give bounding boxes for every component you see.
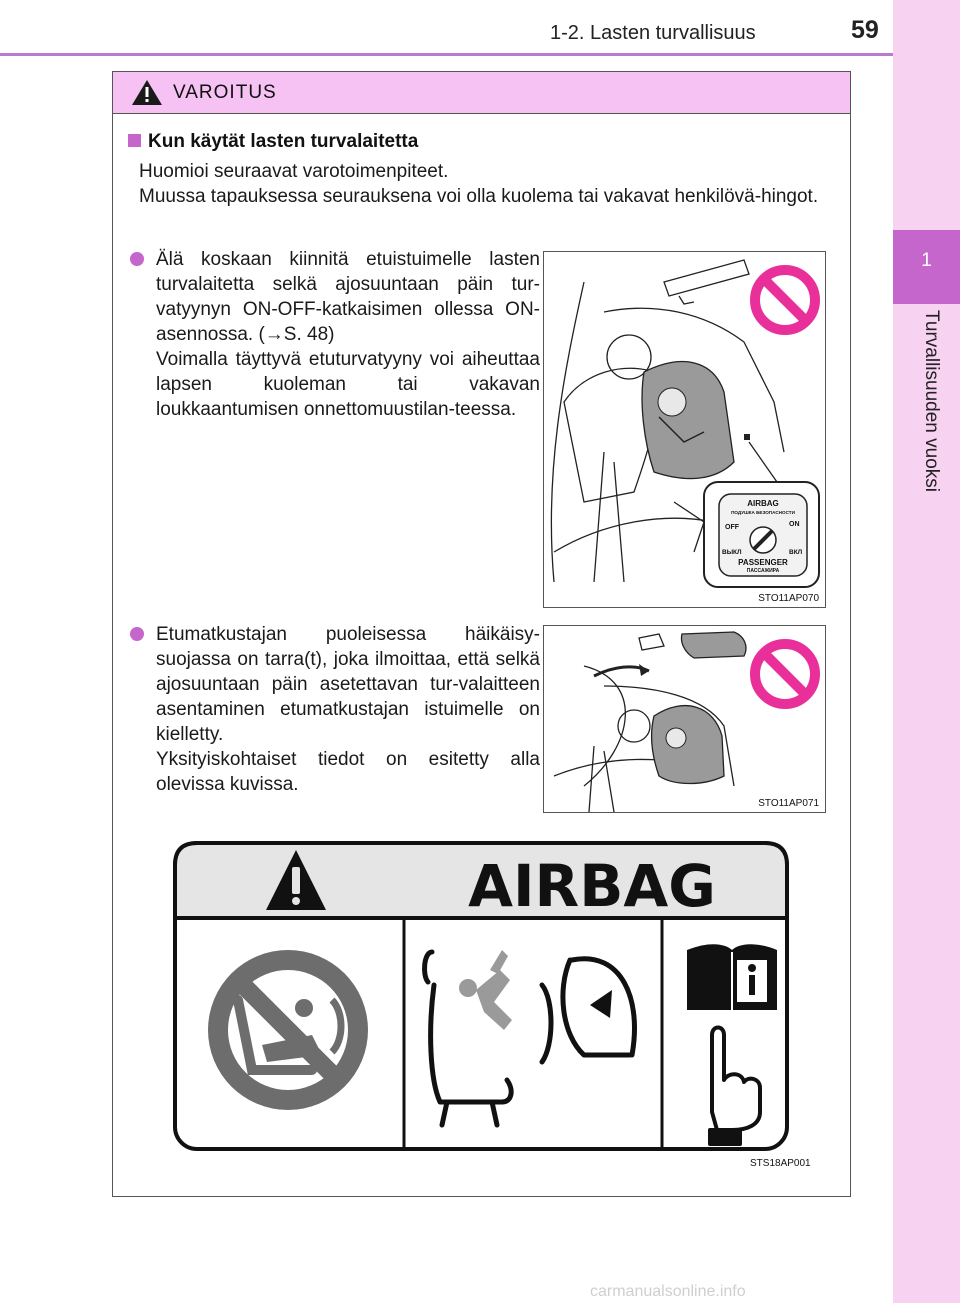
figure-rear-facing-seat-airbag-on bbox=[543, 251, 826, 608]
chapter-tab bbox=[893, 230, 960, 304]
intro-line-1: Huomioi seuraavat varotoimenpiteet. bbox=[139, 161, 449, 182]
car-interior-illustration bbox=[544, 252, 825, 607]
switch-label-vykl: ВЫКЛ bbox=[722, 549, 742, 556]
airbag-label-word: AIRBAG bbox=[468, 852, 716, 920]
bullet-2-para-1: Etumatkustajan puoleisessa häikäisy-suojassa on tarra(t), joka ilmoittaa, että selkä ajosuuntaan päin asetettavan tur-valaitteen asentaminen etumatkustajan istuimelle on kielletty. bbox=[156, 624, 540, 745]
watermark: carmanualsonline.info bbox=[590, 1283, 746, 1300]
switch-label-airbag: AIRBAG bbox=[747, 499, 779, 508]
round-bullet-icon bbox=[130, 627, 144, 641]
bullet-2-para-2: Yksityiskohtaiset tiedot on esitetty alla olevissa kuvissa. bbox=[156, 749, 540, 795]
section-title-text: Kun käytät lasten turvalaitetta bbox=[148, 131, 419, 152]
side-tab-strip bbox=[893, 0, 960, 1303]
switch-label-cyrillic-2: ПАССАЖИРА bbox=[746, 568, 780, 574]
warning-header bbox=[113, 72, 850, 114]
warning-title: VAROITUS bbox=[173, 82, 277, 103]
no-rear-facing-child-seat-icon bbox=[208, 950, 368, 1110]
round-bullet-icon bbox=[130, 252, 144, 266]
figure-1-code: STO11AP070 bbox=[758, 593, 819, 604]
car-sun-visor-illustration bbox=[544, 626, 825, 812]
running-header-section: 1-2. Lasten turvallisuus bbox=[550, 22, 756, 44]
chapter-number: 1 bbox=[921, 250, 932, 271]
figure-sun-visor-label bbox=[543, 625, 826, 813]
read-manual-book-icon bbox=[687, 944, 777, 1010]
switch-label-on: ON bbox=[789, 521, 800, 528]
switch-label-vkl: ВКЛ bbox=[789, 549, 803, 556]
figure-2-code: STO11AP071 bbox=[758, 798, 819, 809]
intro-line-2: Muussa tapauksessa seurauksena voi olla kuolema tai vakavat henkilövä-hingot. bbox=[139, 186, 819, 207]
airbag-label-code: STS18AP001 bbox=[750, 1158, 811, 1169]
warning-triangle-icon bbox=[131, 79, 163, 106]
intro-text bbox=[139, 159, 836, 209]
switch-label-passenger: PASSENGER bbox=[738, 558, 788, 567]
switch-label-off: OFF bbox=[725, 524, 739, 531]
switch-label-cyrillic-1: ПОДУШКА БЕЗОПАСНОСТИ bbox=[731, 510, 795, 515]
bullet-1-para-1: Älä koskaan kiinnitä etuistuimelle lasten turvalaitetta selkä ajosuuntaan päin tur-vatyynyn ON-OFF-katkaisimen ollessa ON-asennossa. (→S. 48) bbox=[156, 249, 540, 345]
bullet-1-text bbox=[156, 247, 540, 422]
airbag-warning-label bbox=[172, 840, 790, 1152]
square-bullet-icon bbox=[128, 134, 141, 147]
page-number: 59 bbox=[851, 16, 879, 44]
bullet-1-para-2: Voimalla täyttyvä etuturvatyyny voi aiheuttaa lapsen kuoleman tai vakavan loukkaantumisen onnettomuustilan-teessa. bbox=[156, 349, 540, 420]
bullet-2-text bbox=[156, 622, 540, 797]
header-rule bbox=[0, 53, 893, 56]
section-title bbox=[128, 131, 418, 153]
chapter-title-vertical: Turvallisuuden vuoksi bbox=[921, 310, 942, 492]
